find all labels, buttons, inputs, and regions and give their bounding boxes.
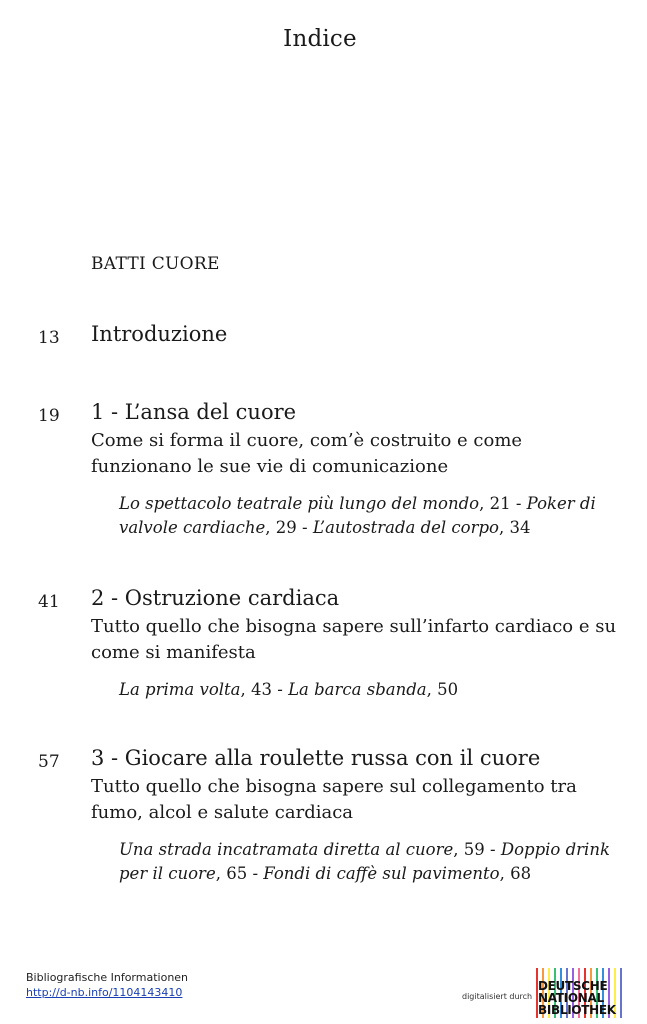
toc-subsection-page: 29 xyxy=(275,518,297,537)
toc-subsection-title: La barca sbanda xyxy=(288,680,427,699)
toc-subsection-page: 68 xyxy=(510,864,532,883)
toc-subsection-title: Lo spettacolo teatrale più lungo del mondo xyxy=(119,494,480,513)
toc-page-number: 57 xyxy=(38,752,60,772)
toc-subsection-title: Doppio drink per il cuore xyxy=(119,840,610,883)
toc-chapter-title: 3 - Giocare alla roulette russa con il cuore xyxy=(91,746,541,770)
toc-chapter-title: Introduzione xyxy=(91,322,228,346)
toc-subsection-page: 43 xyxy=(251,680,272,699)
page-title: Indice xyxy=(283,26,357,52)
bibliographic-info-link[interactable]: http://d-nb.info/1104143410 xyxy=(26,986,183,999)
toc-chapter-description: Tutto quello che bisogna sapere sull’infarto cardiaco e su come si manifesta xyxy=(91,616,617,663)
toc-subsection-title: L’autostrada del corpo xyxy=(312,518,499,537)
toc-subsection-title: Una strada incatramata diretta al cuore xyxy=(119,840,454,859)
toc-chapter-title: 1 - L’ansa del cuore xyxy=(91,400,297,424)
dnb-logo-text: DEUTSCHE NATIONAL BIBLIOTHEK xyxy=(538,979,616,1017)
toc-subsection-title: Fondi di caffè sul pavimento xyxy=(263,864,500,883)
toc-subsection-page: 50 xyxy=(437,680,459,699)
toc-subsection-title: Poker di valvole cardiache xyxy=(119,494,596,537)
toc-subsection-title: La prima volta xyxy=(119,680,241,699)
toc-chapter-subsections: La prima volta, 43 - La barca sbanda, 50 xyxy=(119,680,459,699)
section-label: BATTI CUORE xyxy=(91,254,220,274)
bibliographic-info-label: Bibliografische Informationen xyxy=(26,971,189,984)
toc-subsection-page: 34 xyxy=(509,518,531,537)
digitized-by-label: digitalisiert durch xyxy=(462,992,533,1001)
toc-chapter-description: Tutto quello che bisogna sapere sul collegamento tra fumo, alcol e salute cardiaca xyxy=(91,776,577,823)
toc-chapter-subsections: Lo spettacolo teatrale più lungo del mondo, 21 - Poker di valvole cardiache, 29 - L’autostrada del corpo, 34 xyxy=(119,494,596,537)
toc-subsection-page: 65 xyxy=(226,864,248,883)
toc-chapter-title: 2 - Ostruzione cardiaca xyxy=(91,586,340,610)
toc-subsection-page: 21 xyxy=(489,494,511,513)
toc-page-number: 13 xyxy=(38,328,60,348)
toc-subsection-page: 59 xyxy=(463,840,485,859)
toc-chapter-description: Come si forma il cuore, com’è costruito e come funzionano le sue vie di comunicazione xyxy=(91,430,523,477)
toc-page-number: 41 xyxy=(38,592,60,612)
toc-page-number: 19 xyxy=(38,406,60,426)
bibliographic-info xyxy=(26,970,188,1000)
dnb-logo xyxy=(536,968,622,1018)
toc-chapter-subsections: Una strada incatramata diretta al cuore, 59 - Doppio drink per il cuore, 65 - Fondi di caffè sul pavimento, 68 xyxy=(119,840,610,883)
